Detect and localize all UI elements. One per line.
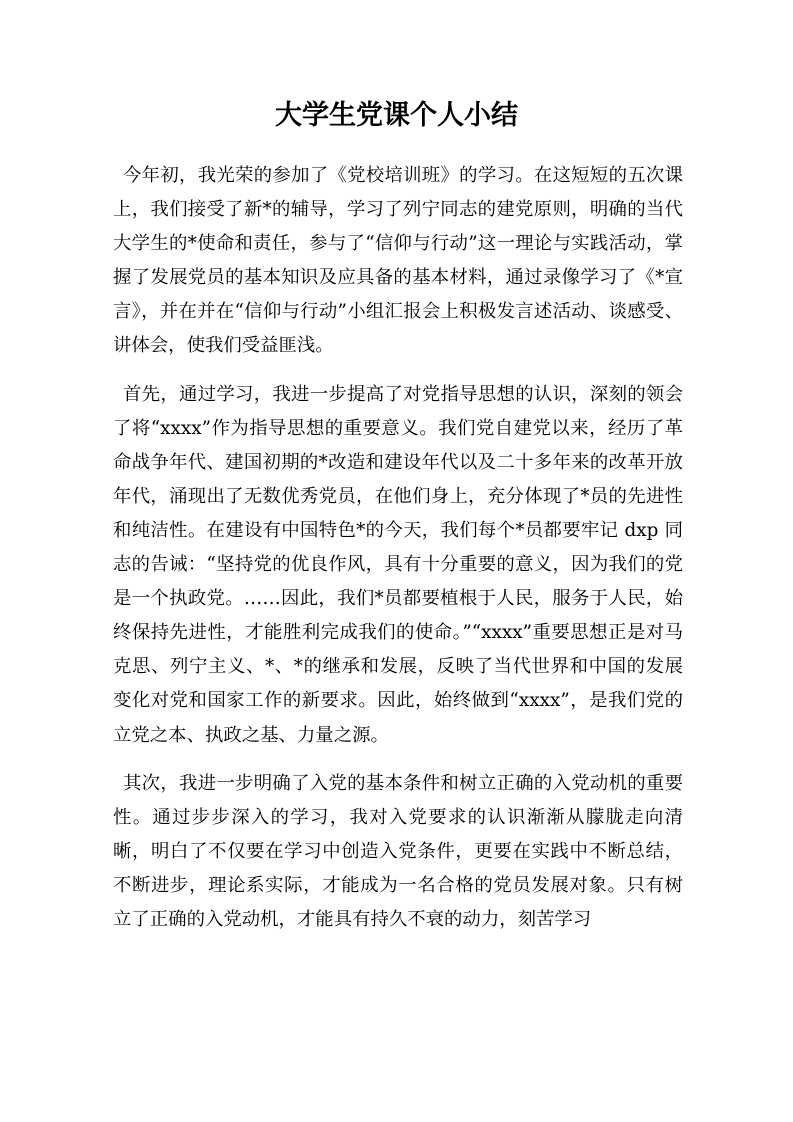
- paragraph-first: 首先，通过学习，我进一步提高了对党指导思想的认识，深刻的领会了将“xxxx”作为指导思想的重要意义。我们党自建党以来，经历了革命战争年代、建国初期的*改造和建设年代以及二十多年来的改革开放年代，涌现出了无数优秀党员，在他们身上，充分体现了*员的先进性和纯洁性。在建设有中国特色*的今天，我们每个*员都要牢记 dxp 同志的告诫：“坚持党的优良作风，具有十分重要的意义，因为我们的党是一个执政党。……因此，我们*员都要植根于人民，服务于人民，始终保持先进性，才能胜利完成我们的使命。”“xxxx”重要思想正是对马克思、列宁主义、*、*的继承和发展，反映了当代世界和中国的发展变化对党和国家工作的新要求。因此，始终做到“xxxx”，是我们党的立党之本、执政之基、力量之源。: [113, 383, 683, 746]
- paragraph-second: 其次，我进一步明确了入党的基本条件和树立正确的入党动机的重要性。通过步步深入的学习，我对入党要求的认识渐渐从朦胧走向清晰，明白了不仅要在学习中创造入党条件，更要在实践中不断总结，不断进步，理论系实际，才能成为一名合格的党员发展对象。只有树立了正确的入党动机，才能具有持久不衰的动力，刻苦学习: [113, 772, 683, 930]
- paragraph-intro: 今年初，我光荣的参加了《党校培训班》的学习。在这短短的五次课上，我们接受了新*的辅导，学习了列宁同志的建党原则，明确的当代大学生的*使命和责任，参与了“信仰与行动”这一理论与实践活动，掌握了发展党员的基本知识及应具备的基本材料，通过录像学习了《*宣言》，并在并在“信仰与行动”小组汇报会上积极发言述活动、谈感受、讲体会，使我们受益匪浅。: [113, 165, 683, 357]
- document-body: [113, 159, 683, 951]
- document-title: 大学生党课个人小结: [275, 100, 518, 131]
